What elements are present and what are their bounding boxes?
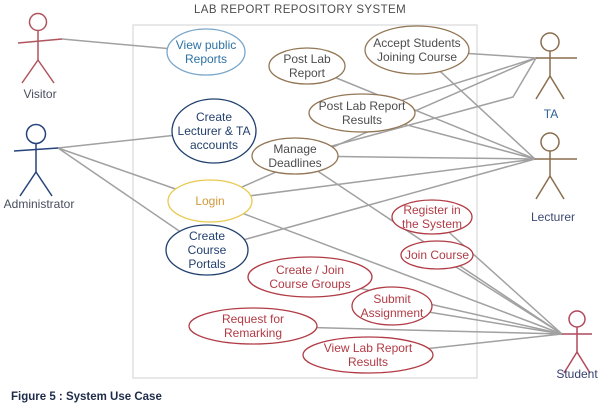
usecase-label: Post Lab Report	[283, 52, 331, 80]
usecase-login	[168, 180, 252, 222]
usecase-request-for-remarking	[189, 308, 317, 344]
usecase-label: Request for Remarking	[221, 312, 285, 340]
stick-figure-icon	[535, 133, 577, 199]
usecase-label: Accept Students Joining Course	[373, 36, 461, 64]
actor-label: Student	[556, 367, 598, 381]
actor-limb	[20, 172, 36, 196]
usecase-label: Manage Deadlines	[268, 142, 322, 170]
usecase-label: Post Lab Report Results	[318, 99, 406, 127]
actor-label: Visitor	[23, 87, 57, 101]
actor-head	[541, 33, 559, 51]
actor-limb	[38, 60, 54, 83]
usecase-label: Register in the System	[401, 203, 463, 231]
association-line-student-view-lab-report-results	[429, 334, 562, 348]
actor-limb	[36, 172, 52, 196]
actor-lecturer	[531, 133, 577, 224]
usecase-label: Create Course Portals	[187, 229, 227, 271]
association-line-lecturer-manage-deadlines	[338, 157, 535, 159]
usecase-label: View Lab Report Results	[323, 341, 413, 369]
usecase-accept-students-joining-course	[365, 26, 469, 74]
association-line-administrator-login	[58, 148, 176, 189]
actor-student	[556, 311, 598, 381]
stick-figure-icon	[14, 125, 58, 197]
stick-figure-icon	[562, 311, 592, 373]
actor-label: TA	[543, 107, 559, 121]
usecase-label: Login	[195, 194, 225, 208]
usecase-view-lab-report-results	[303, 337, 433, 373]
usecase-label: Create Lecturer & TA accounts	[177, 110, 251, 152]
actor-head	[541, 133, 559, 151]
actor-limb	[536, 176, 550, 199]
actor-limb	[550, 76, 564, 99]
actor-head	[27, 125, 46, 144]
usecase-create-lecturer-ta-accounts	[172, 99, 256, 163]
stick-figure-icon	[18, 14, 62, 84]
usecase-post-lab-report-results	[309, 94, 415, 132]
actor-label: Lecturer	[530, 210, 576, 224]
usecase-manage-deadlines	[252, 138, 338, 174]
usecase-label: View public Reports	[175, 38, 237, 66]
diagram-title: LAB REPORT REPOSITORY SYSTEM	[193, 4, 407, 16]
actor-head	[569, 311, 585, 327]
usecase-create-course-portals	[166, 225, 248, 275]
usecase-join-course	[401, 241, 473, 269]
actor-limb	[22, 60, 38, 83]
usecase-label: Create / Join Course Groups	[269, 263, 351, 291]
usecase-register-in-the-system	[392, 200, 472, 234]
actor-ta	[536, 33, 577, 121]
usecase-create-join-course-groups	[248, 257, 372, 297]
usecase-label: Join Course	[404, 248, 470, 262]
actor-head	[30, 14, 47, 31]
actor-limb	[550, 176, 564, 199]
figure-caption: Figure 5 : System Use Case	[11, 391, 162, 403]
association-line-administrator-create-course-portals	[58, 148, 180, 231]
usecase-submit-assignment	[352, 287, 432, 325]
usecase-view-public-reports	[167, 29, 245, 75]
actor-limb	[536, 76, 550, 99]
usecase-label: Submit Assignment	[360, 292, 424, 320]
actor-limb	[18, 39, 62, 43]
association-line-ta-accept-students-joining-course	[468, 53, 536, 58]
actor-label: Administrator	[3, 197, 75, 211]
association-line-visitor-view-public-reports	[62, 39, 167, 49]
usecase-post-lab-report	[269, 48, 345, 84]
stick-figure-icon	[536, 33, 577, 99]
actor-administrator	[4, 125, 75, 212]
actor-visitor	[18, 14, 62, 102]
association-line-administrator-create-lecturer-ta-accounts	[58, 136, 172, 148]
